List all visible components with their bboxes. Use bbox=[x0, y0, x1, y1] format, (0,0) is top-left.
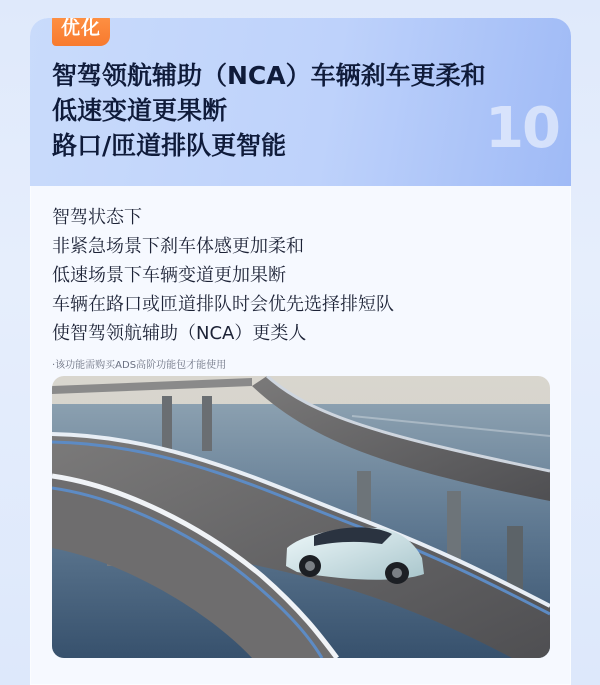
feature-number: 10 bbox=[485, 96, 559, 161]
feature-card bbox=[30, 18, 571, 685]
highway-illustration bbox=[52, 376, 550, 658]
highway-photo bbox=[52, 376, 550, 658]
description-line: 非紧急场景下刹车体感更加柔和 bbox=[52, 236, 304, 257]
feature-headline bbox=[52, 58, 552, 163]
card-header bbox=[30, 18, 571, 186]
headline-line-2: 低速变道更果断 bbox=[52, 96, 228, 125]
description-line: 车辆在路口或匝道排队时会优先选择排短队 bbox=[52, 294, 394, 315]
description-line: 智驾状态下 bbox=[52, 207, 142, 228]
pillar bbox=[202, 396, 212, 451]
pillar bbox=[447, 491, 461, 561]
headline-line-3: 路口/匝道排队更智能 bbox=[52, 131, 287, 160]
description-line: 低速场景下车辆变道更加果断 bbox=[52, 265, 286, 286]
feature-description bbox=[52, 203, 552, 348]
footnote: ·该功能需购买ADS高阶功能包才能使用 bbox=[52, 360, 227, 371]
headline-line-1: 智驾领航辅助（NCA）车辆刹车更柔和 bbox=[52, 61, 486, 90]
description-line: 使智驾领航辅助（NCA）更类人 bbox=[52, 323, 307, 344]
optimize-badge: 优化 bbox=[52, 18, 110, 46]
